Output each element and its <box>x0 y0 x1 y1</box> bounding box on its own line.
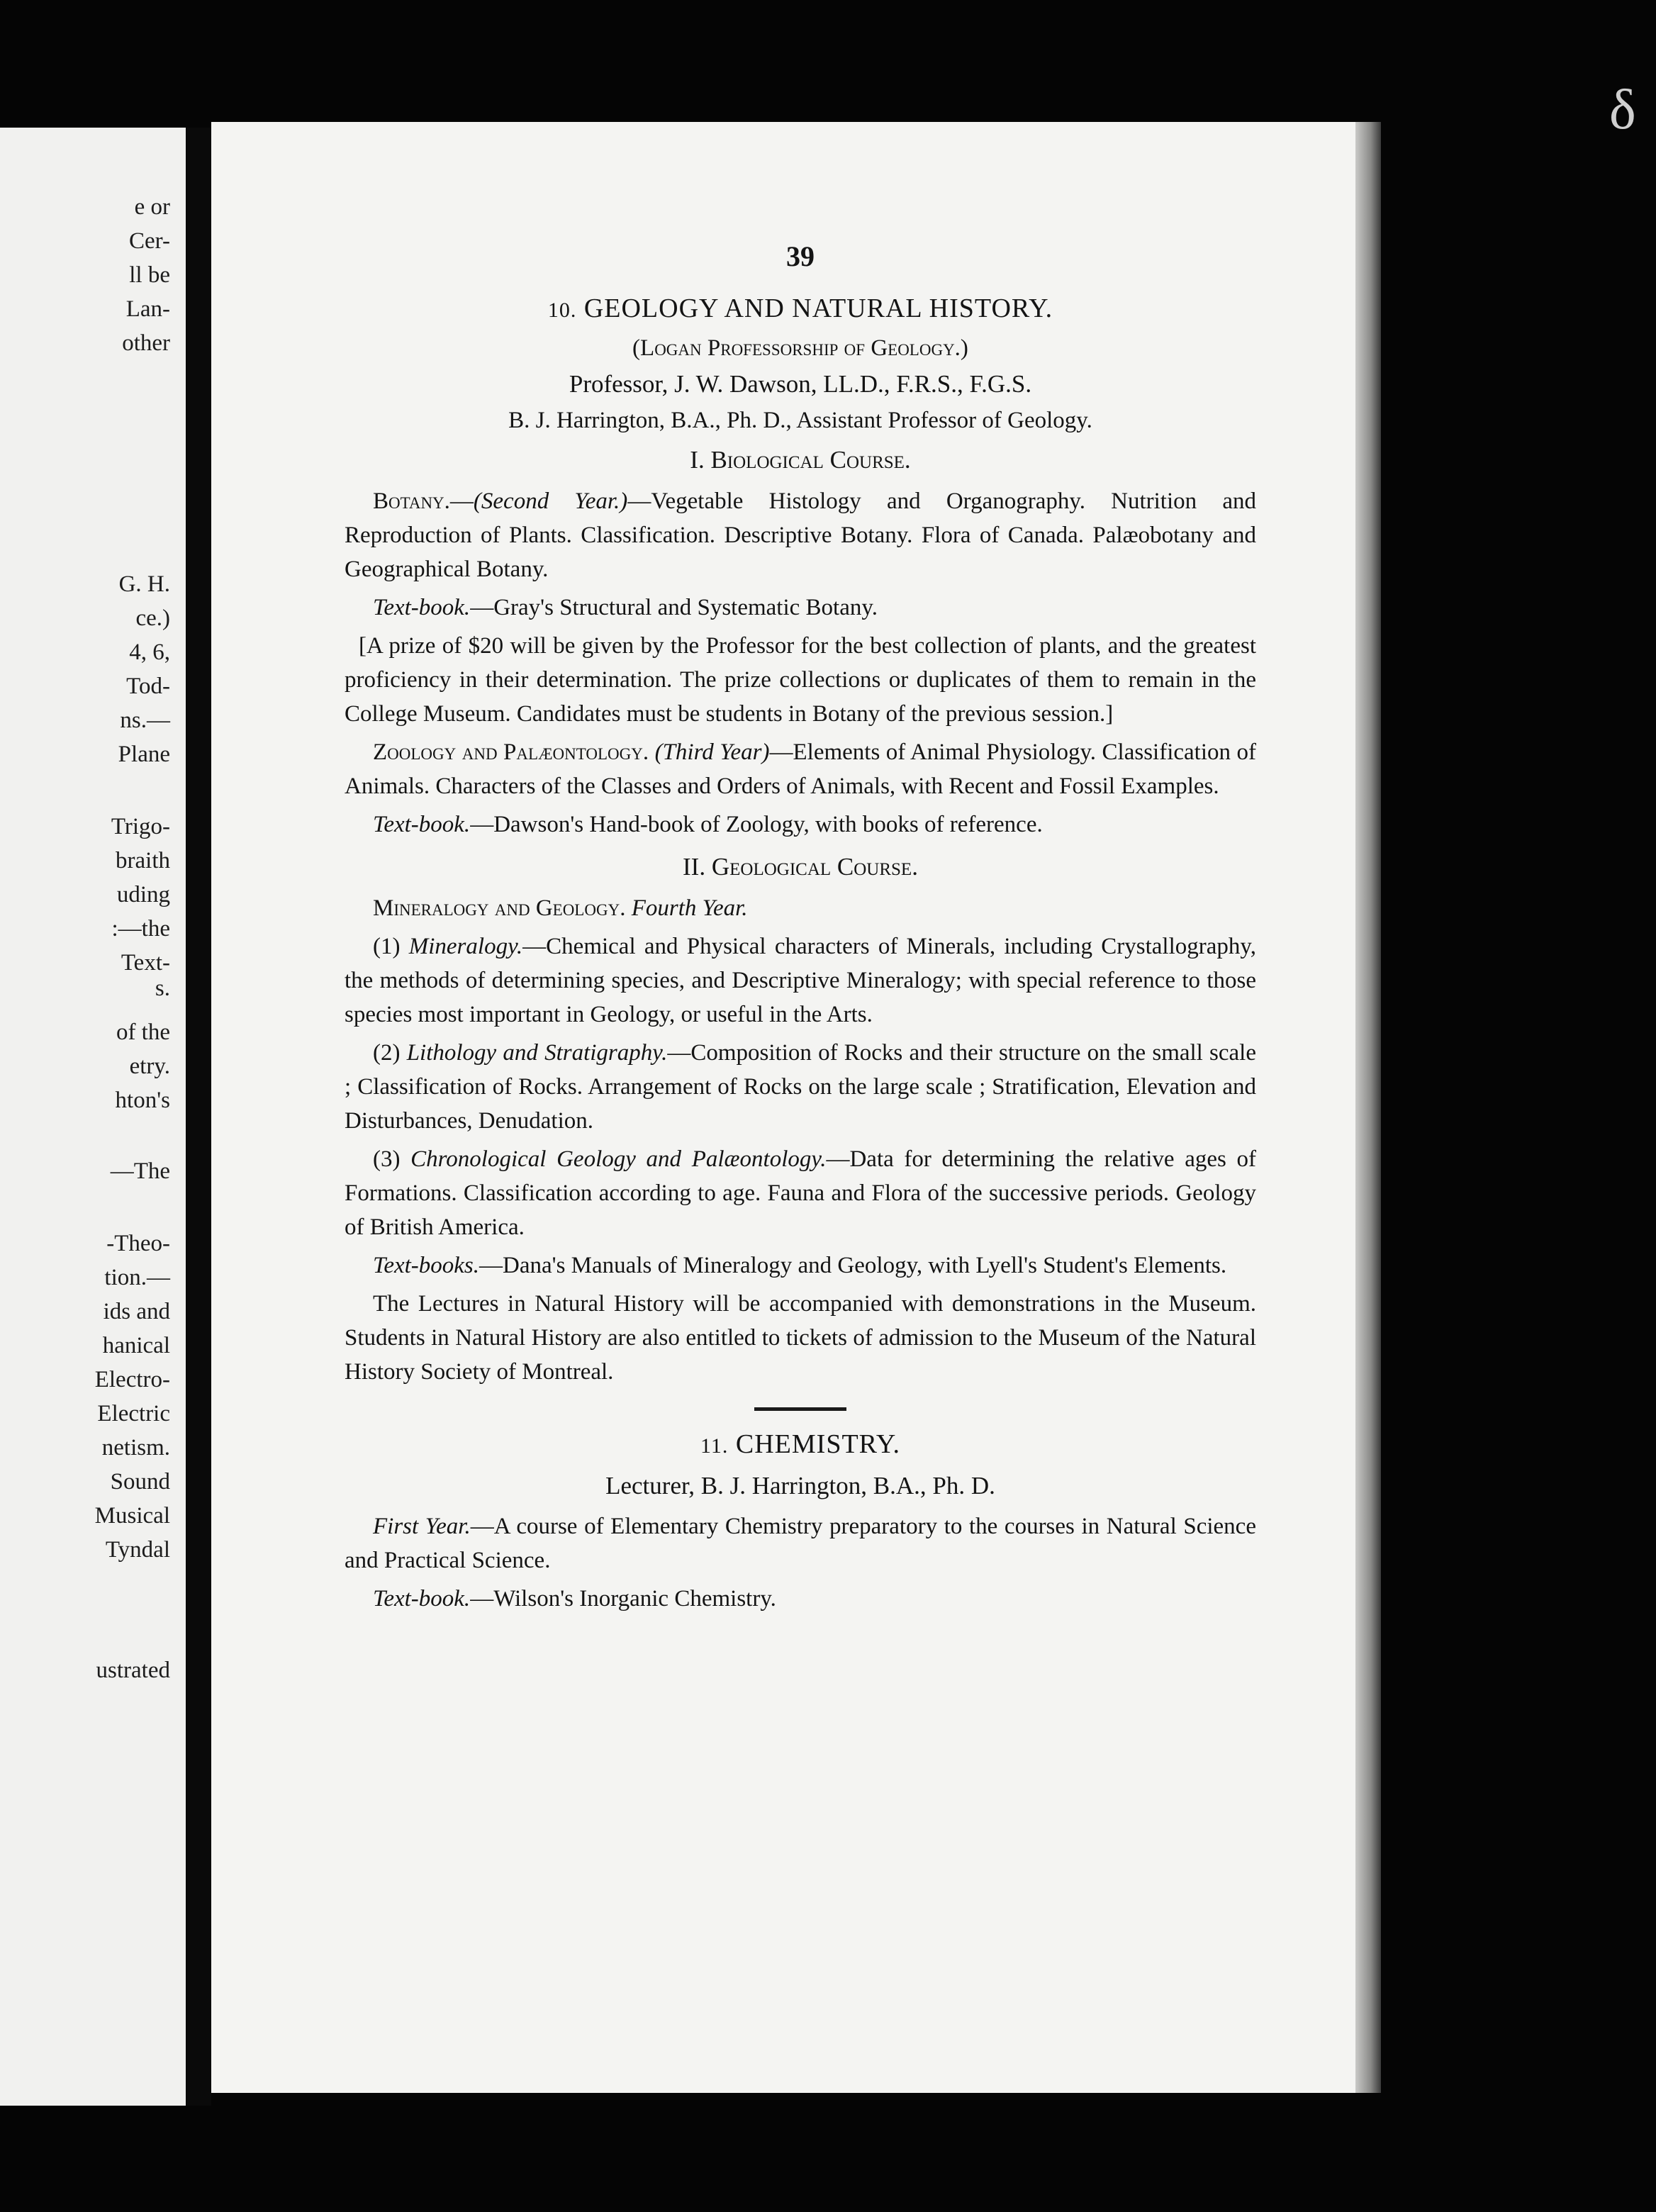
chemistry-textbook <box>345 1582 1256 1616</box>
item-text: —Composition of Rocks and their structure on the small scale ; Classification of Rocks. Arrangement of Rocks on the large scale ; Stratification, Elevation and Disturbances, Denudation. <box>345 1040 1256 1134</box>
textbook-label: Text-book. <box>373 1586 471 1611</box>
textbooks-label: Text-books. <box>373 1253 480 1278</box>
assistant-line: B. J. Harrington, B.A., Ph. D., Assistant Professor of Geology. <box>508 408 1092 433</box>
left-page-text-fragment: —The <box>110 1158 170 1184</box>
section-title: GEOLOGY AND NATURAL HISTORY. <box>583 294 1053 323</box>
prize-paragraph: [A prize of $20 will be given by the Professor for the best collection of plants, and the greatest proficiency in their determination. The prize collections or duplicates of them to remain in the College Museum. Candidates must be students in Botany of the previous session.] <box>345 633 1256 727</box>
left-page-text-fragment: -Theo- <box>106 1231 170 1256</box>
item-number: (1) <box>373 934 401 959</box>
item-title: Lithology and Stratigraphy. <box>406 1040 668 1066</box>
textbook-text: —Wilson's Inorganic Chemistry. <box>470 1586 776 1611</box>
scan-artifact: δ <box>1609 79 1636 141</box>
left-page-text-fragment: Plane <box>118 742 170 767</box>
first-year-label: First Year. <box>373 1514 471 1539</box>
section-number: 11. <box>700 1434 729 1458</box>
mg-year: Fourth Year. <box>631 895 748 921</box>
left-page-text-fragment: etry. <box>129 1054 170 1079</box>
left-page-text-fragment: Trigo- <box>111 814 170 839</box>
first-year-text: —A course of Elementary Chemistry preparatory to the courses in Natural Science and Practical Science. <box>345 1514 1256 1573</box>
item-number: (2) <box>373 1040 401 1066</box>
mg-label: Mineralogy and Geology. <box>373 895 626 921</box>
previous-page-fragment <box>0 128 186 2106</box>
zoology-textbook <box>345 808 1256 842</box>
chemistry-title <box>345 1424 1256 1467</box>
item-text: —Data for determining the relative ages of Formations. Classification according to age. Fauna and Flora of the successive periods. Geology of British America. <box>345 1146 1257 1240</box>
section-title: CHEMISTRY. <box>735 1429 900 1459</box>
item-text: —Chemical and Physical characters of Minerals, including Crystallography, the methods of determining species, and Descriptive Mineralogy; with special reference to those species most important in Geology, or useful in the Arts. <box>345 934 1257 1027</box>
book-page <box>211 122 1363 2093</box>
geology-subtitle: (Logan Professorship of Geology.) <box>632 335 968 361</box>
textbook-label: Text-book. <box>373 812 471 837</box>
section-divider <box>754 1407 846 1411</box>
left-page-text-fragment: tion.— <box>104 1265 170 1290</box>
textbook-text: —Gray's Structural and Systematic Botany. <box>470 595 878 620</box>
left-page-text-fragment: hton's <box>115 1088 170 1113</box>
botany-label: Botany.— <box>373 488 474 514</box>
zoology-text: —Elements of Animal Physiology. Classification of Animals. Characters of the Classes and Orders of Animals, with Recent and Fossil Examples. <box>345 739 1256 799</box>
left-page-text-fragment: e or <box>134 194 170 220</box>
item-title: Mineralogy. <box>408 934 523 959</box>
page-text-column <box>345 235 1256 1616</box>
book-gutter <box>186 128 211 2106</box>
left-page-text-fragment: Electric <box>97 1401 170 1426</box>
geology-title <box>345 288 1256 331</box>
geological-course-heading: II. Geological Course. <box>683 853 918 881</box>
biological-course-heading: I. Biological Course. <box>690 446 911 474</box>
textbook-text: —Dawson's Hand-book of Zoology, with books of reference. <box>470 812 1043 837</box>
left-page-text-fragment: ll be <box>129 262 170 288</box>
item-lithology <box>345 1036 1256 1138</box>
left-page-text-fragment: Lan- <box>125 296 170 322</box>
left-page-text-fragment: of the <box>116 1020 170 1045</box>
zoology-label: Zoology and Palæontology. <box>373 739 649 765</box>
left-page-text-fragment: ids and <box>103 1299 170 1324</box>
left-page-text-fragment: Sound <box>110 1469 170 1495</box>
left-page-text-fragment: ustrated <box>96 1658 170 1683</box>
mineralogy-geology-line <box>345 891 1256 925</box>
page-number: 39 <box>786 240 815 272</box>
left-page-text-fragment: G. H. <box>118 571 170 597</box>
section-number: 10. <box>547 298 577 322</box>
textbooks-text: —Dana's Manuals of Mineralogy and Geology, with Lyell's Student's Elements. <box>479 1253 1227 1278</box>
lectures-paragraph: The Lectures in Natural History will be accompanied with demonstrations in the Museum. Students in Natural History are also entitled to tickets of admission to the Museum of the Natural History Society of Montreal. <box>345 1291 1256 1385</box>
item-mineralogy <box>345 929 1256 1032</box>
item-title: Chronological Geology and Palæontology. <box>410 1146 827 1172</box>
professor-line: Professor, J. W. Dawson, LL.D., F.R.S., F.G.S. <box>569 370 1032 398</box>
left-page-text-fragment: hanical <box>102 1333 170 1358</box>
left-page-text-fragment: ce.) <box>135 605 170 631</box>
left-page-text-fragment: other <box>122 330 170 356</box>
left-page-text-fragment: Tod- <box>126 674 170 699</box>
left-page-text-fragment: netism. <box>101 1435 170 1460</box>
zoology-year: (Third Year) <box>654 739 770 765</box>
botany-paragraph <box>345 484 1256 586</box>
lecturer-line: Lecturer, B. J. Harrington, B.A., Ph. D. <box>605 1472 995 1499</box>
item-chronological <box>345 1142 1256 1244</box>
left-page-text-fragment: uding <box>116 882 170 907</box>
left-page-text-fragment: Cer- <box>129 228 170 254</box>
left-page-text-fragment: braith <box>116 848 170 873</box>
botany-textbook <box>345 591 1256 625</box>
page-edge-shadow <box>1355 122 1381 2093</box>
botany-year: (Second Year.) <box>473 488 628 514</box>
left-page-text-fragment: ns.— <box>120 708 170 733</box>
left-page-text-fragment: Tyndal <box>105 1537 170 1563</box>
geology-textbooks <box>345 1249 1256 1283</box>
zoology-paragraph <box>345 735 1256 803</box>
left-page-text-fragment: Electro- <box>94 1367 170 1392</box>
left-page-text-fragment: Musical <box>94 1503 170 1529</box>
item-number: (3) <box>373 1146 401 1172</box>
left-page-text-fragment: :—the <box>111 916 170 942</box>
textbook-label: Text-book. <box>373 595 471 620</box>
left-page-text-fragment: Text- <box>121 950 170 976</box>
first-year-paragraph <box>345 1509 1256 1577</box>
left-page-text-fragment: s. <box>155 976 170 1001</box>
left-page-text-fragment: 4, 6, <box>129 639 170 665</box>
botany-text: —Vegetable Histology and Organography. Nutrition and Reproduction of Plants. Classification. Descriptive Botany. Flora of Canada. Palæobotany and Geographical Botany. <box>345 488 1256 582</box>
